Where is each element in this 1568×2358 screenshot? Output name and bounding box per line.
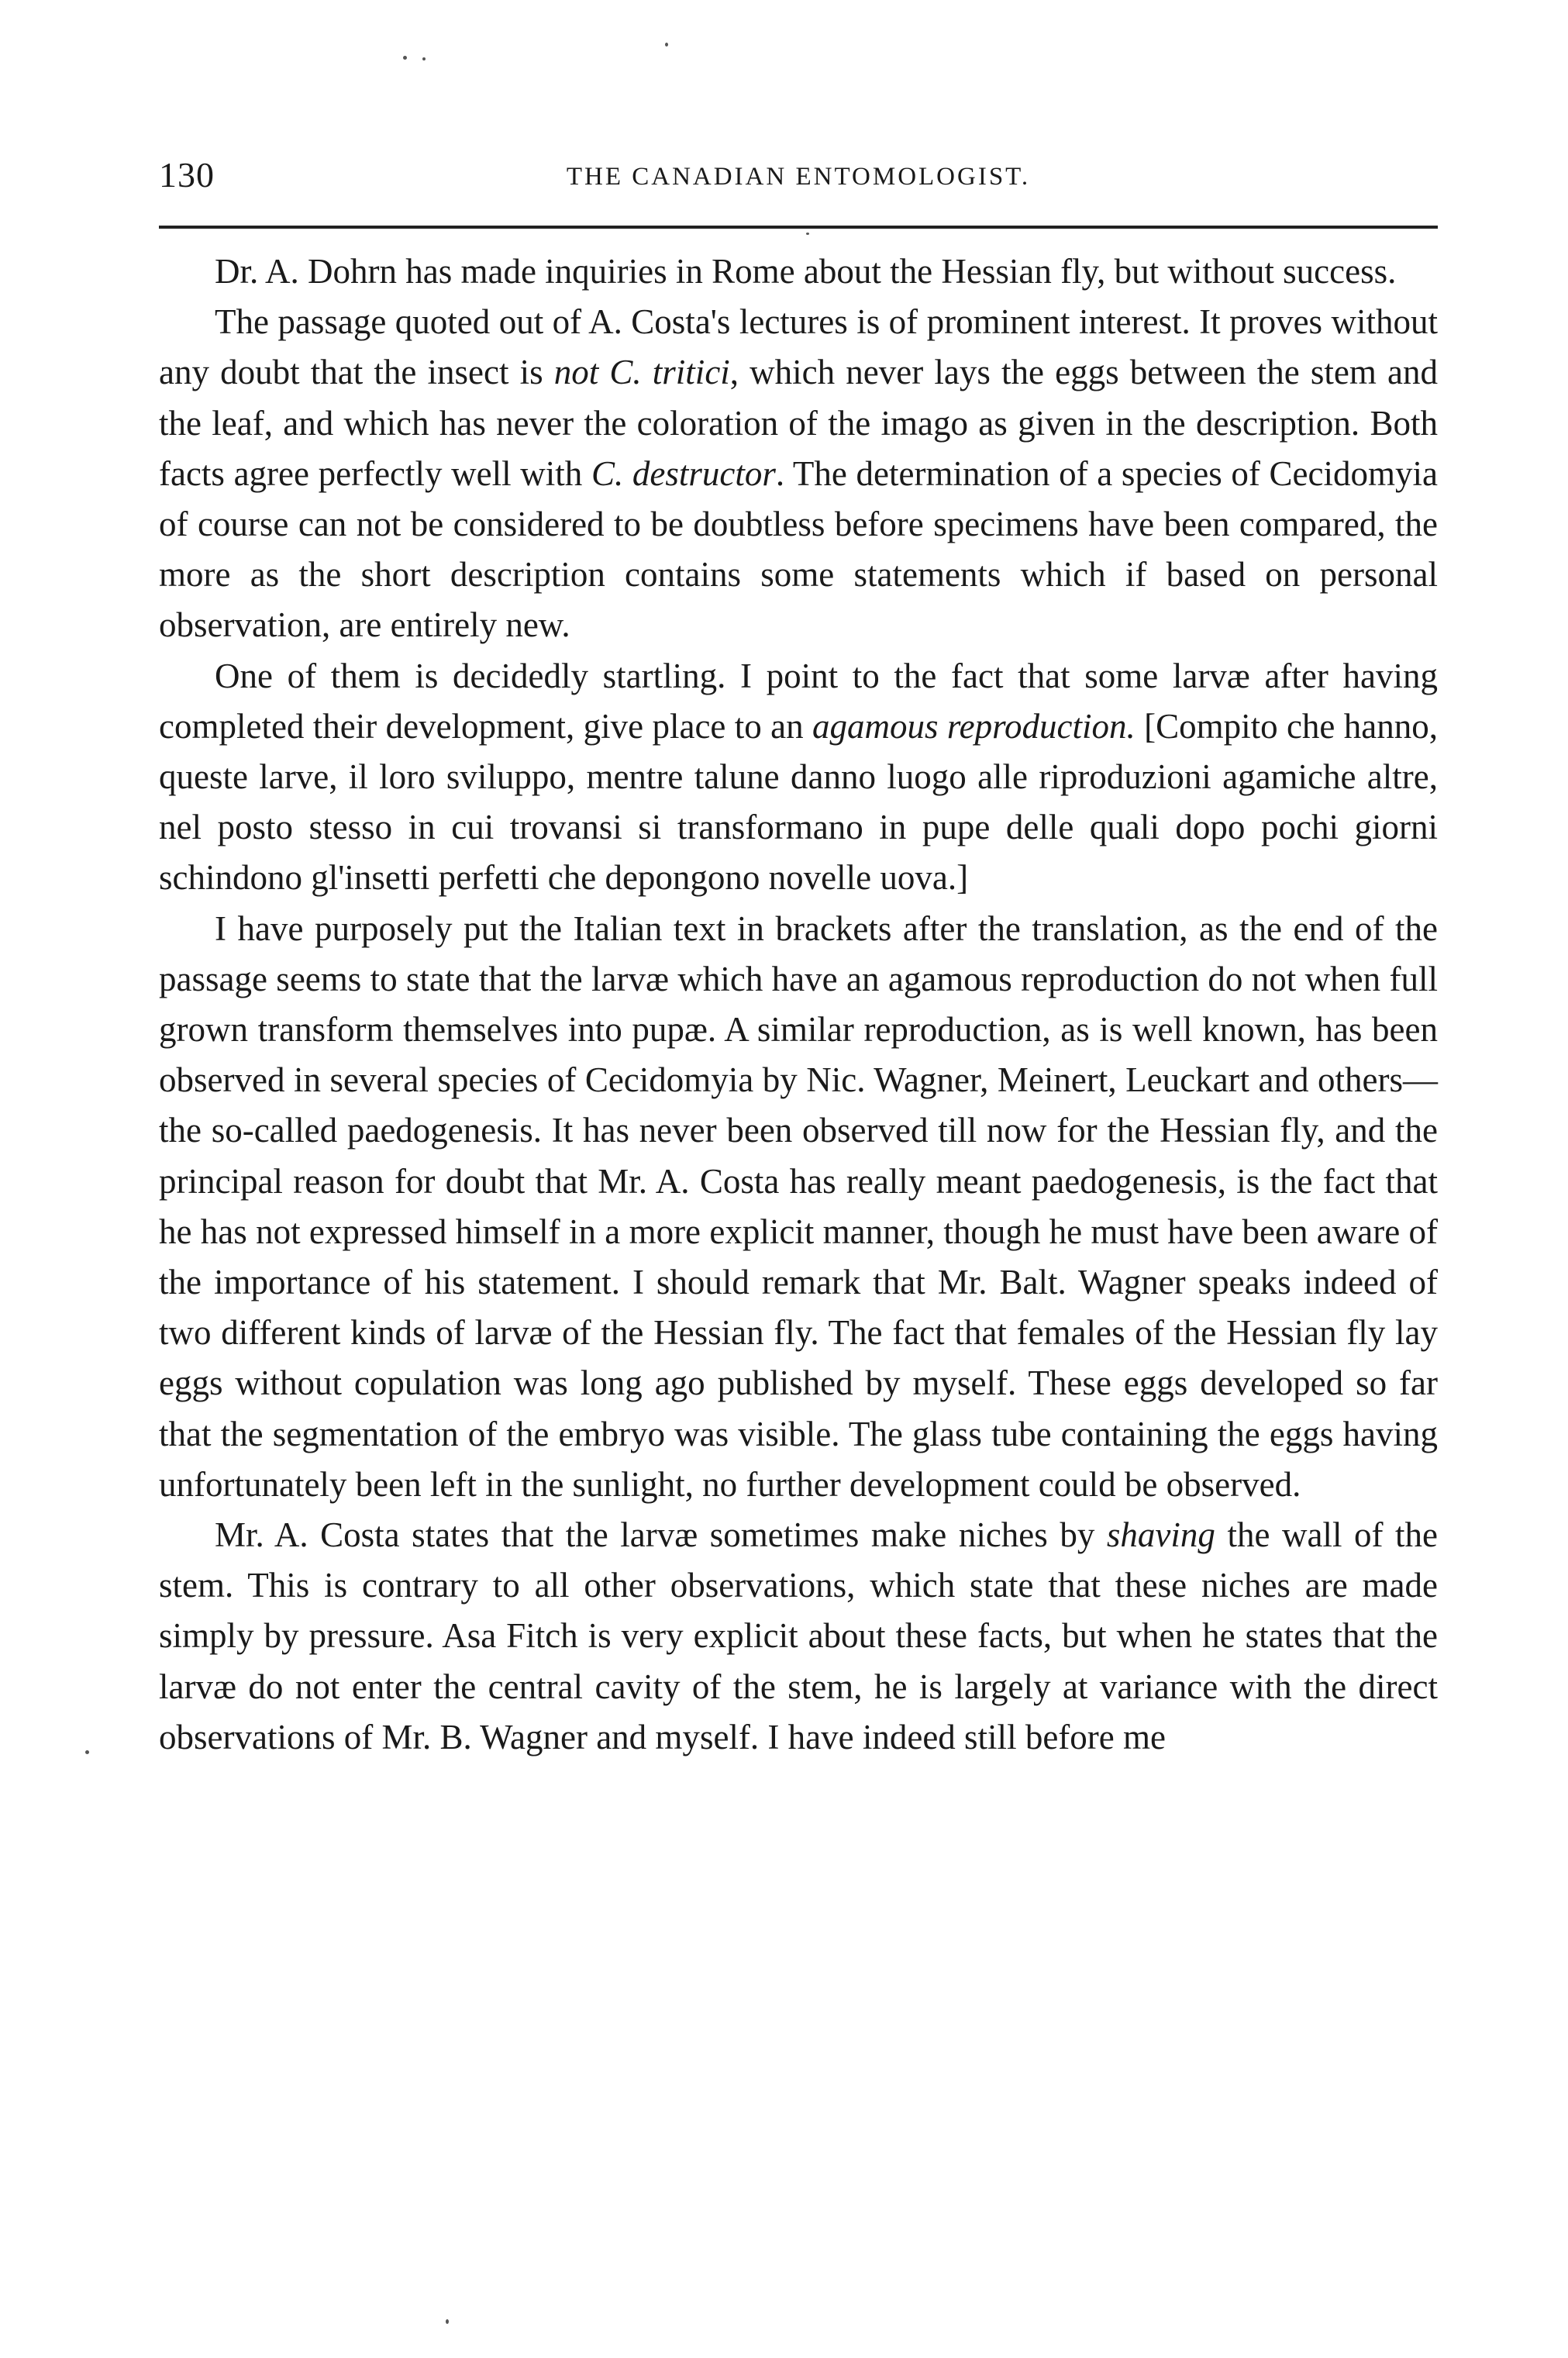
paragraph-2-italic-not-c-tritici: not C. tritici: [553, 353, 730, 392]
scan-speck: [446, 2319, 449, 2324]
article-body: [159, 246, 1438, 1763]
paragraph-2-text-c: . The determination of a species of Cecidomyia of course can not be considered to be doubtless before specimens have been compared, the more as the short description contains some statements which if based on personal observation, are entirely new.: [159, 453, 1438, 645]
header-rule: [159, 226, 1438, 229]
paragraph-3: [159, 651, 1438, 904]
paragraph-4-text: I have purposely put the Italian text in brackets after the translation, as the end of the passage seems to state that the larvæ which have an agamous reproduction do not when full grown transform themselves into pupæ. A similar reproduction, as is well known, has been observed in several species of Cecidomyia by Nic. Wagner, Meinert, Leuckart and others—the so-called paedogenesis. It has never been observed till now for the Hessian fly, and the principal reason for doubt that Mr. A. Costa has really meant paedogenesis, is the fact that he has not expressed himself in a more explicit manner, though he must have been aware of the importance of his statement. I should remark that Mr. Balt. Wagner speaks indeed of two different kinds of larvæ of the Hessian fly. The fact that females of the Hessian fly lay eggs without copulation was long ago published by myself. These eggs developed so far that the segmentation of the embryo was visible. The glass tube containing the eggs having unfortunately been left in the sunlight, no further development could be observed.: [159, 908, 1438, 1504]
page-number: 130: [159, 155, 215, 195]
paragraph-3-text-b: [Compito che hanno, queste larve, il loro sviluppo, mentre talune danno luogo alle riproduzioni agamiche altre, nel posto stesso in cui trovansi si transformano in pupe delle quali dopo pochi giorni schindono gl'insetti perfetti che depongono novelle uova.]: [159, 706, 1438, 898]
paragraph-1: [159, 246, 1438, 297]
paragraph-5-text-b: the wall of the stem. This is contrary to all other observations, which state that these niches are made simply by pressure. Asa Fitch is very explicit about these facts, but when he states that the larvæ do not enter the central cavity of the stem, he is largely at variance with the direct observations of Mr. B. Wagner and myself. I have indeed still before me: [159, 1515, 1439, 1756]
scan-speck: [806, 233, 809, 235]
paragraph-5: [159, 1510, 1438, 1763]
paragraph-2-text-b: , which never lays the eggs between the stem and the leaf, and which has never the coloration of the imago as given in the description. Both facts agree perfectly well with: [159, 353, 1438, 493]
paragraph-4: [159, 904, 1438, 1510]
paragraph-2: [159, 297, 1438, 650]
paragraph-2-italic-c-destructor: C. destructor: [591, 453, 776, 493]
paragraph-2-text-a: The passage quoted out of A. Costa's lectures is of prominent interest. It proves without any doubt that the insect is: [159, 302, 1438, 392]
running-head: [159, 152, 1438, 198]
paragraph-5-italic-shaving: shaving: [1106, 1515, 1215, 1555]
paragraph-1-text: Dr. A. Dohrn has made inquiries in Rome about the Hessian fly, but without success.: [215, 252, 1397, 291]
journal-title: THE CANADIAN ENTOMOLOGIST.: [566, 163, 1031, 191]
paragraph-3-italic-agamous-reproduction: agamous reproduction.: [812, 706, 1136, 746]
document-page: [159, 0, 1438, 2358]
scan-speck: [665, 43, 668, 47]
scan-speck: [403, 56, 407, 60]
paragraph-5-text-a: Mr. A. Costa states that the larvæ sometimes make niches by: [215, 1515, 1107, 1555]
scan-speck: [422, 57, 426, 60]
paragraph-3-text-a: One of them is decidedly startling. I point to the fact that some larvæ after having completed their development, give place to an: [159, 656, 1438, 746]
scan-speck: [85, 1750, 89, 1754]
